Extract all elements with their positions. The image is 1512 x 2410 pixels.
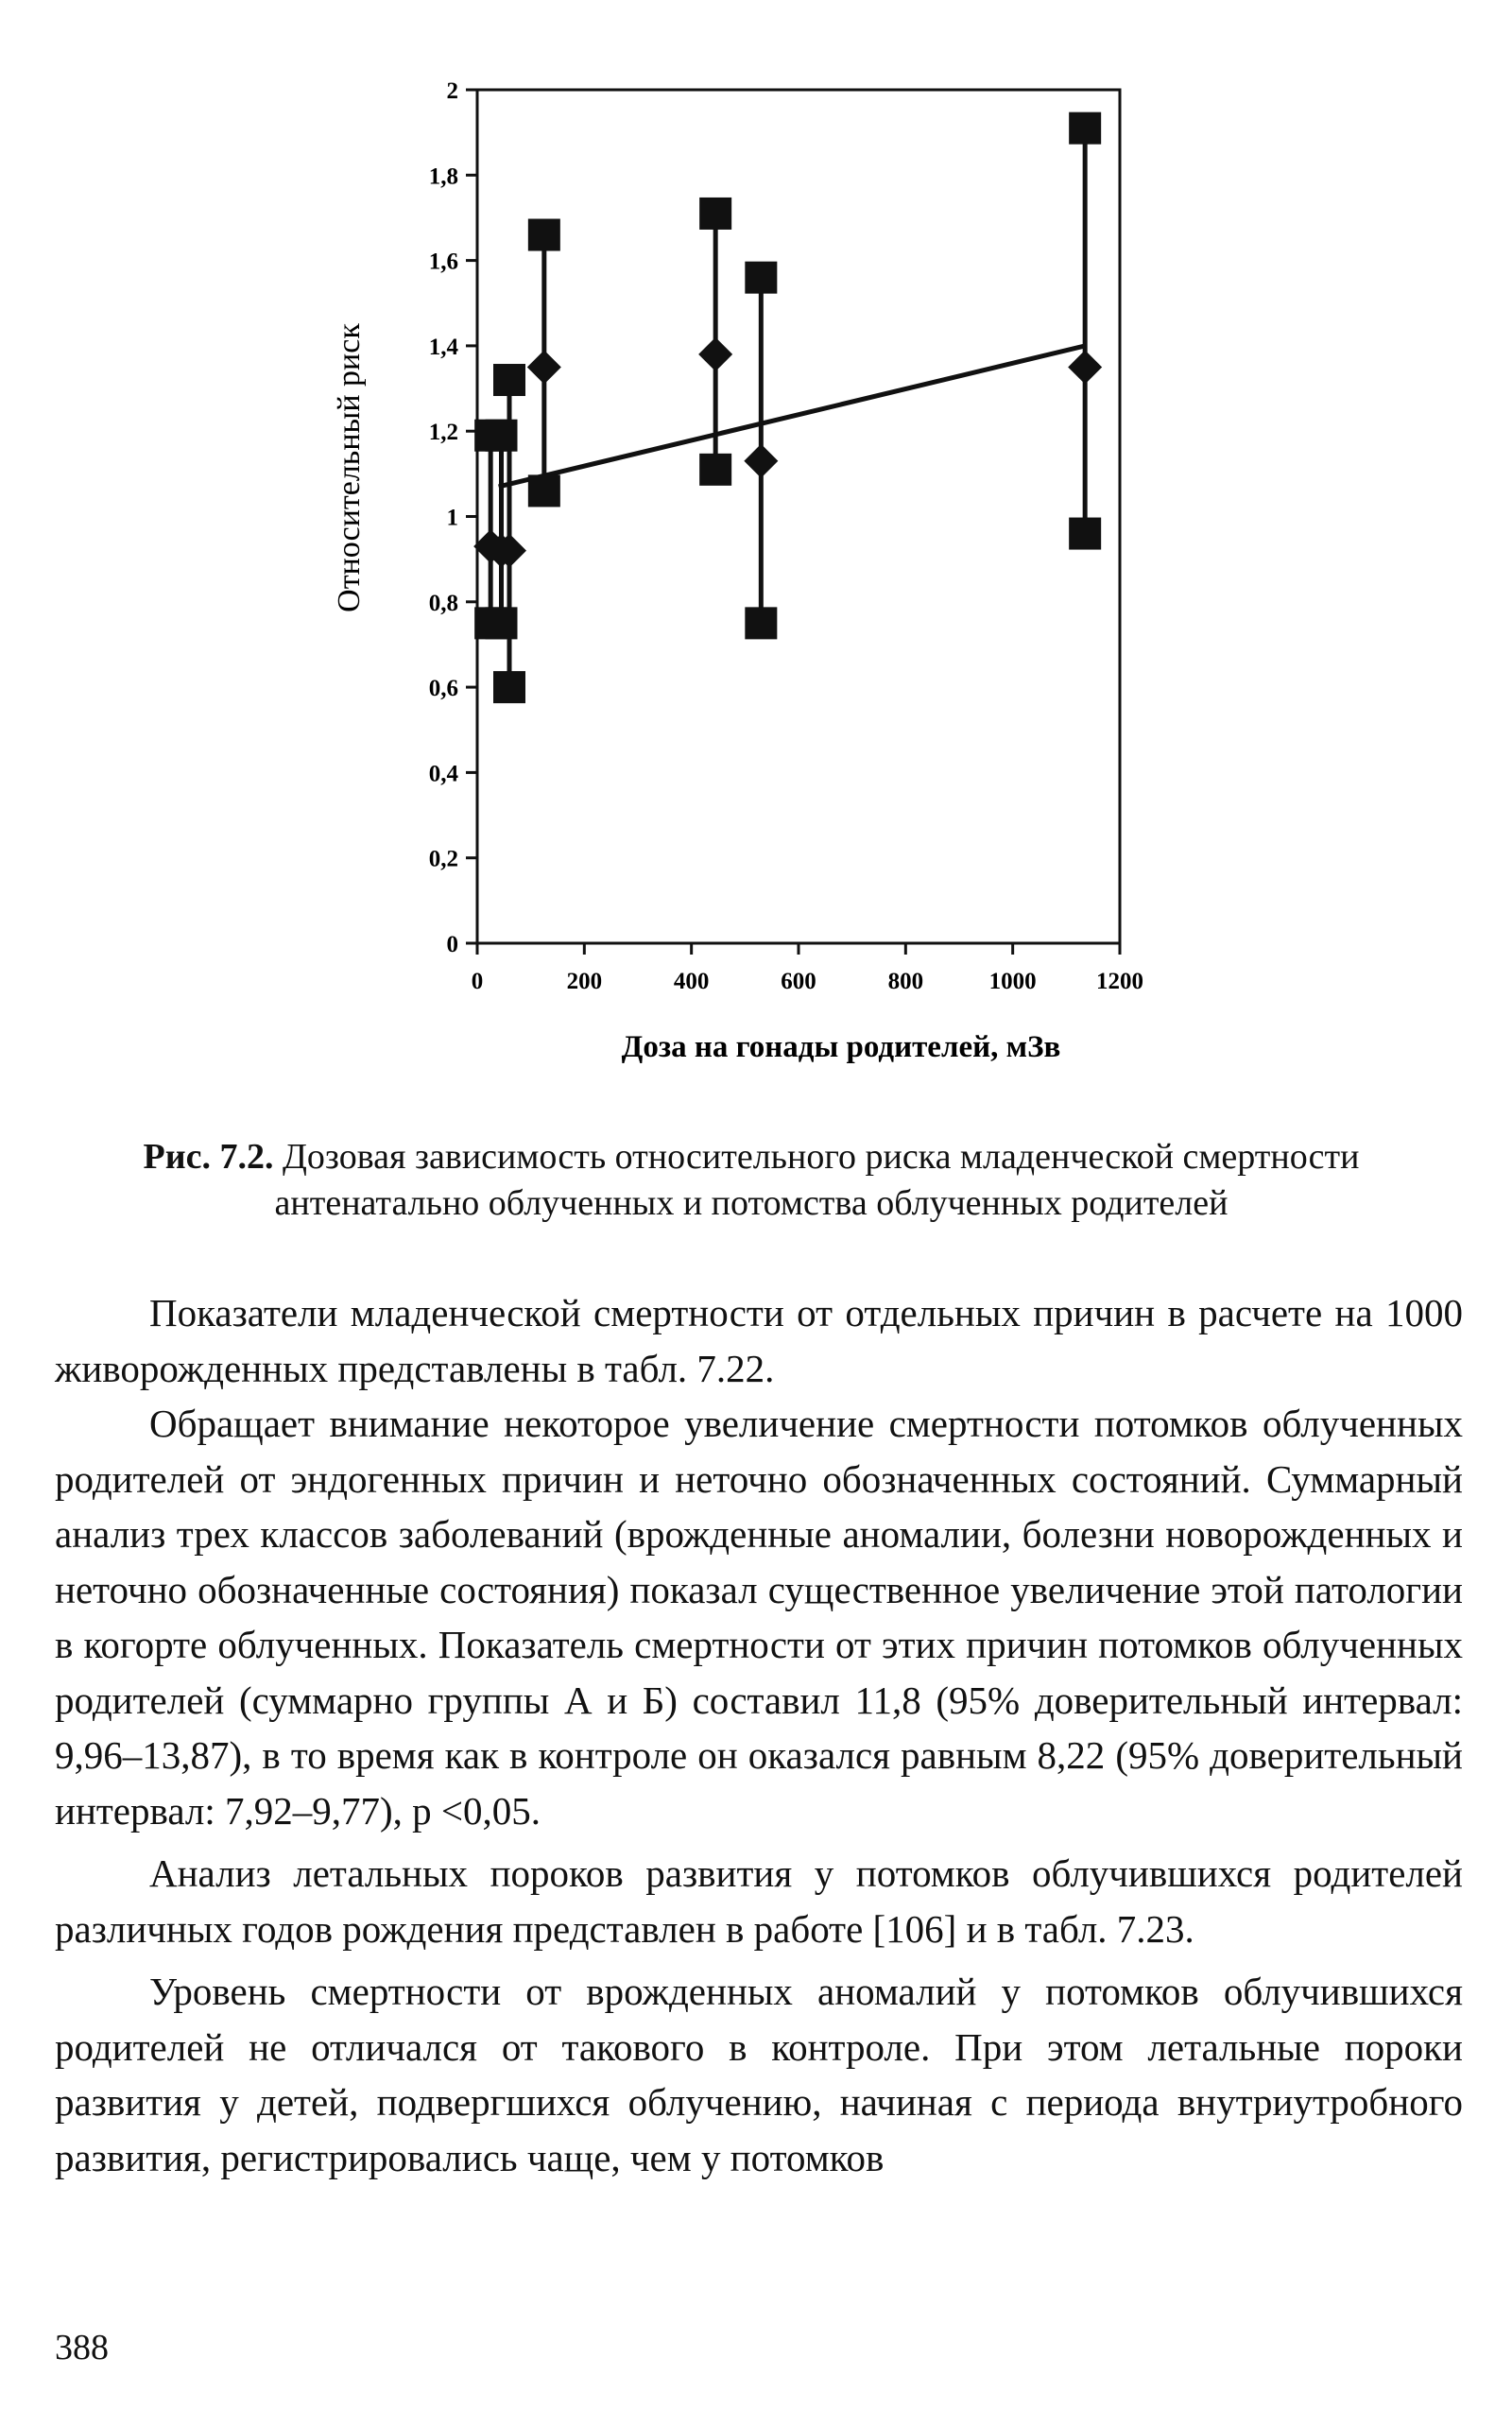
- ci-lower-square: [745, 607, 777, 639]
- x-tick-label: 600: [781, 969, 816, 994]
- x-tick-label: 0: [471, 969, 484, 994]
- axes: [477, 90, 1120, 943]
- y-tick-label: 0,8: [428, 590, 458, 616]
- paragraph: Анализ летальных пороков развития у потомков облучившихся родителей различных годов рождения представлен в работе [106] и в табл. 7.23.: [55, 1851, 1463, 1951]
- ci-lower-square: [528, 474, 560, 507]
- y-tick-label: 0,2: [428, 846, 458, 872]
- y-tick-label: 0,4: [428, 761, 458, 787]
- x-tick-label: 800: [887, 969, 924, 994]
- ci-lower-square: [1069, 518, 1101, 550]
- x-tick-label: 400: [673, 969, 710, 994]
- paragraph: Уровень смертности от врожденных аномалий у потомков облучившихся родителей не отличался от такового в контроле. При этом летальные пороки развития у детей, подвергшихся облучению, начиная с периода внутриутробного развития, регистрировались чаще, чем у потомков: [55, 1970, 1463, 2179]
- body-text: [55, 1285, 1463, 2185]
- y-axis-label: Относительный риск: [332, 323, 367, 612]
- x-tick-label: 1200: [1096, 969, 1143, 994]
- y-tick-label: 1,4: [428, 334, 458, 360]
- y-tick-label: 1: [446, 505, 458, 531]
- ticks: [429, 78, 1143, 994]
- trend-line: [499, 346, 1085, 487]
- ci-lower-square: [493, 671, 525, 703]
- risk-point-diamond: [1068, 350, 1102, 384]
- x-tick-label: 1000: [988, 969, 1037, 994]
- y-tick-label: 2: [446, 78, 458, 104]
- data-marks: [473, 112, 1102, 703]
- risk-point-diamond: [698, 337, 732, 371]
- ci-upper-square: [528, 219, 560, 251]
- risk-point-diamond: [744, 444, 778, 478]
- chart-svg: [0, 0, 1512, 1096]
- trend-line-group: [499, 346, 1085, 487]
- ci-upper-square: [745, 262, 777, 294]
- caption-text: Дозовая зависимость относительного риска младенческой смертности антенатально облученных и потомства облученных родителей: [274, 1137, 1360, 1223]
- ci-lower-square: [699, 454, 731, 486]
- ci-upper-square: [486, 420, 518, 452]
- plot-frame: [477, 90, 1120, 943]
- ci-upper-square: [1069, 112, 1101, 145]
- y-tick-label: 0: [446, 932, 458, 957]
- y-tick-label: 1,8: [428, 164, 458, 190]
- caption-label: Рис. 7.2.: [143, 1137, 274, 1177]
- page-number: 388: [55, 2328, 109, 2367]
- x-axis-label: Доза на гонады родителей, мЗв: [621, 1030, 1061, 1064]
- ci-lower-square: [486, 607, 518, 639]
- paragraph: Обращает внимание некоторое увеличение смертности потомков облученных родителей от эндогенных причин и неточно обозначенных состояний. Суммарный анализ трех классов заболеваний (врожденные аномалии, болезни новорожденных и неточно обозначенные состояния) показал существенное увеличение этой патологии в когорте облученных. Показатель смертности от этих причин потомков облученных родителей (суммарно группы А и Б) составил 11,8 (95% доверительный интервал: 9,96–13,87), в то время как в контроле он оказался равным 8,22 (95% доверительный интервал: 7,92–9,77), р <0,05.: [55, 1402, 1463, 1833]
- y-tick-label: 1,2: [428, 420, 458, 446]
- figure-caption: [57, 1134, 1446, 1226]
- y-tick-label: 0,6: [428, 676, 458, 702]
- x-tick-label: 200: [566, 969, 603, 994]
- ci-upper-square: [493, 364, 525, 396]
- ci-upper-square: [699, 198, 731, 230]
- y-tick-label: 1,6: [428, 249, 458, 275]
- risk-point-diamond: [527, 350, 561, 384]
- figure-chart: [0, 0, 1512, 1096]
- paragraph: Показатели младенческой смертности от отдельных причин в расчете на 1000 живорожденных представлены в табл. 7.22.: [55, 1291, 1463, 1390]
